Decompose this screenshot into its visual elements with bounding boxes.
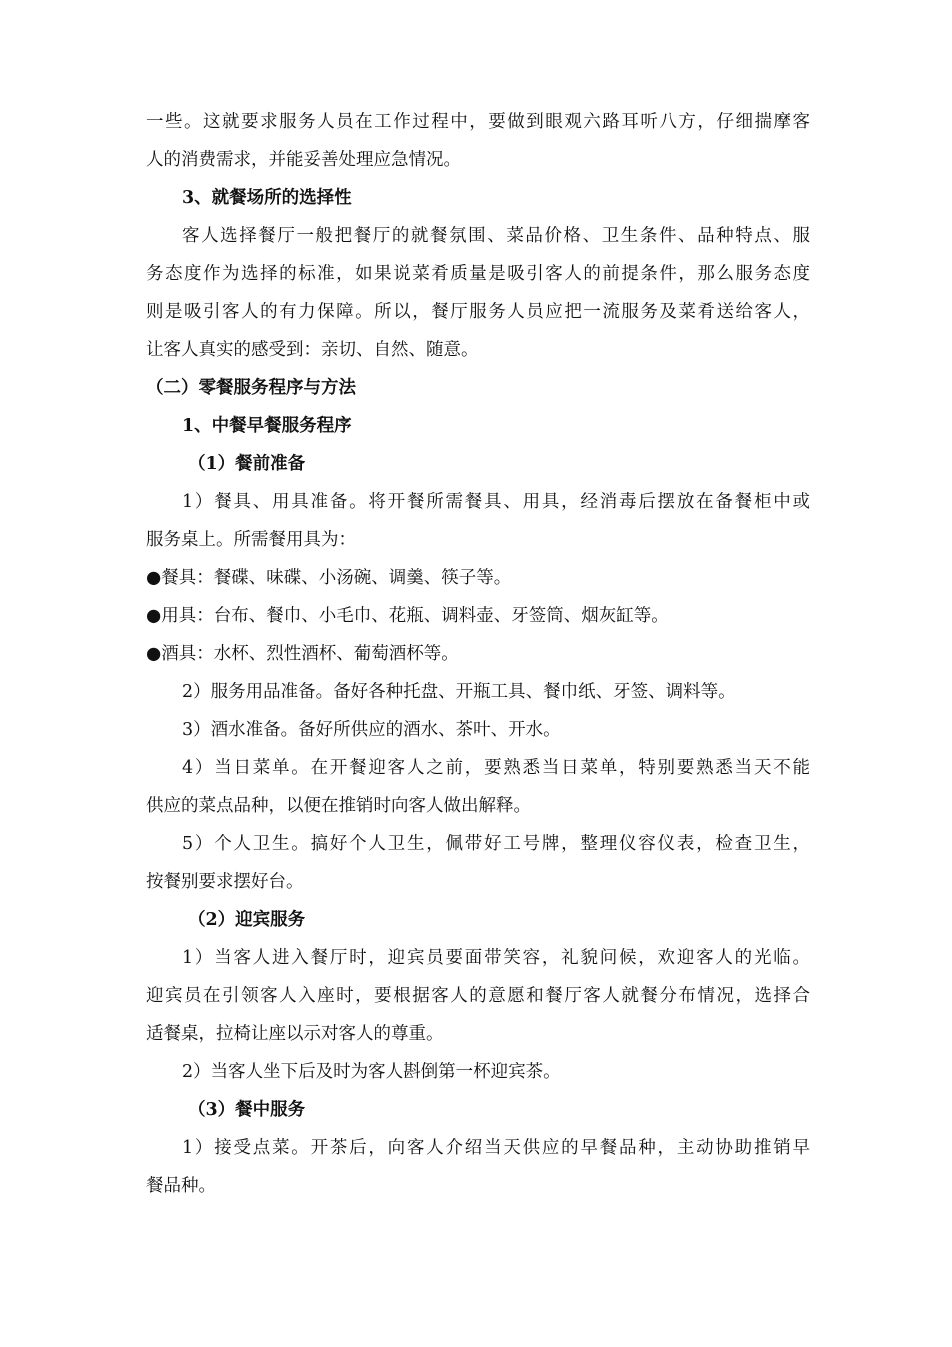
text-line-11: 1）餐具、用具准备。将开餐所需餐具、用具，经消毒后摆放在备餐柜中或 bbox=[182, 492, 810, 512]
text-line-29: 餐品种。 bbox=[146, 1176, 216, 1196]
text-line-28: 1）接受点菜。开茶后，向客人介绍当天供应的早餐品种，主动协助推销早 bbox=[182, 1138, 810, 1158]
text-line-12: 服务桌上。所需餐用具为： bbox=[146, 530, 356, 550]
text-line-6: 则是吸引客人的有力保障。所以，餐厅服务人员应把一流服务及菜肴送给客人， bbox=[146, 302, 810, 322]
section-heading-2: （二）零餐服务程序与方法 bbox=[146, 378, 356, 398]
text-line-16: 2）服务用品准备。备好各种托盘、开瓶工具、餐巾纸、牙签、调料等。 bbox=[182, 682, 736, 702]
text-line-25: 适餐桌，拉椅让座以示对客人的尊重。 bbox=[146, 1024, 444, 1044]
text-line-17: 3）酒水准备。备好所供应的酒水、茶叶、开水。 bbox=[182, 720, 561, 740]
text-line-21: 按餐别要求摆好台。 bbox=[146, 872, 304, 892]
text-line-7: 让客人真实的感受到：亲切、自然、随意。 bbox=[146, 340, 479, 360]
text-line-24: 迎宾员在引领客人入座时，要根据客人的意愿和餐厅客人就餐分布情况，选择合 bbox=[146, 986, 810, 1006]
subsection-heading-1: （1）餐前准备 bbox=[188, 454, 306, 474]
section-heading-3: 3、就餐场所的选择性 bbox=[182, 188, 352, 208]
bullet-item-3: ●酒具：水杯、烈性酒杯、葡萄酒杯等。 bbox=[146, 644, 459, 664]
text-line-1: 一些。这就要求服务人员在工作过程中，要做到眼观六路耳听八方，仔细揣摩客 bbox=[146, 112, 810, 132]
text-line-26: 2）当客人坐下后及时为客人斟倒第一杯迎宾茶。 bbox=[182, 1062, 561, 1082]
text-line-18: 4）当日菜单。在开餐迎客人之前，要熟悉当日菜单，特别要熟悉当天不能 bbox=[182, 758, 810, 778]
bullet-item-1: ●餐具：餐碟、味碟、小汤碗、调羹、筷子等。 bbox=[146, 568, 512, 588]
text-line-4: 客人选择餐厅一般把餐厅的就餐氛围、菜品价格、卫生条件、品种特点、服 bbox=[182, 226, 810, 246]
section-heading-1: 1、中餐早餐服务程序 bbox=[182, 416, 352, 436]
text-line-19: 供应的菜点品种，以便在推销时向客人做出解释。 bbox=[146, 796, 531, 816]
text-line-23: 1）当客人进入餐厅时，迎宾员要面带笑容，礼貌问候，欢迎客人的光临。 bbox=[182, 948, 810, 968]
bullet-item-2: ●用具：台布、餐巾、小毛巾、花瓶、调料壶、牙签筒、烟灰缸等。 bbox=[146, 606, 669, 626]
text-line-2: 人的消费需求，并能妥善处理应急情况。 bbox=[146, 150, 461, 170]
subsection-heading-3: （3）餐中服务 bbox=[188, 1100, 306, 1120]
text-line-5: 务态度作为选择的标准，如果说菜肴质量是吸引客人的前提条件，那么服务态度 bbox=[146, 264, 810, 284]
text-line-20: 5）个人卫生。搞好个人卫生，佩带好工号牌，整理仪容仪表，检查卫生， bbox=[182, 834, 810, 854]
subsection-heading-2: （2）迎宾服务 bbox=[188, 910, 306, 930]
